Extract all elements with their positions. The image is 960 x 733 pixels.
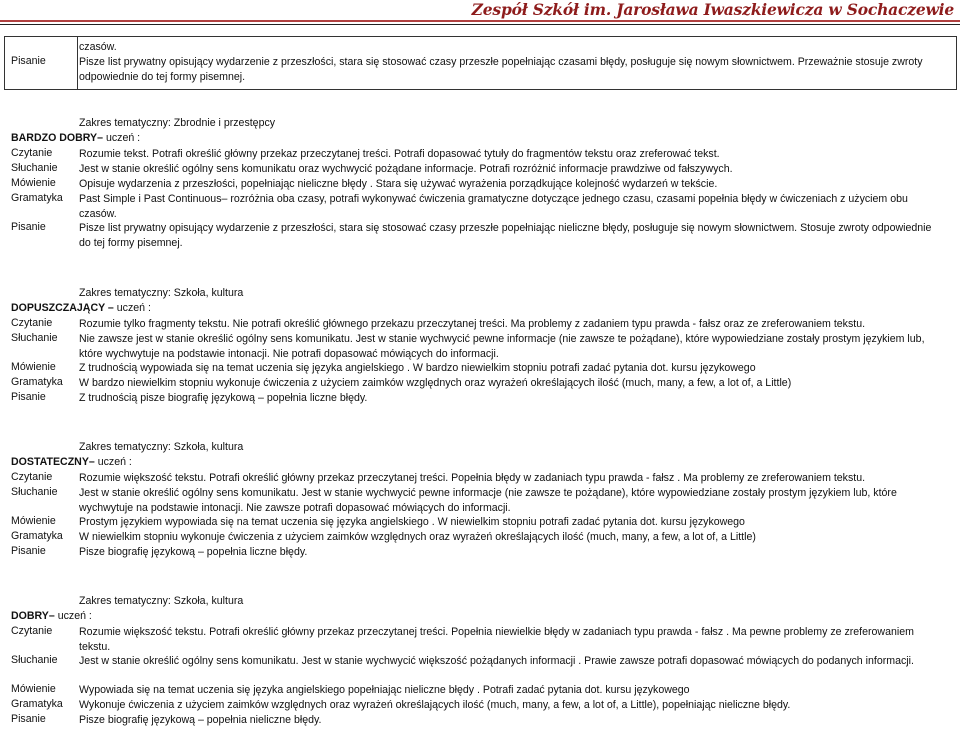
- skill-row-mowienie: Mówienie Opisuje wydarzenia z przeszłości, popełniając nieliczne błędy . Stara się używać wyrażenia porządkujące kolejność wydarzeń w tekście.: [11, 177, 718, 190]
- skill-row-sluchanie: Słuchanie Jest w stanie określić ogólny sens komunikatu. Jest w stanie wychwycić większość pożądanych informacji . Prawie zawsze potrafi dopasować mówiących do podanych informacji.: [11, 654, 914, 667]
- skill-row-czytanie: Czytanie Rozumie tekst. Potrafi określić główny przekaz przeczytanej treści. Potrafi dopasować tytuły do fragmentów tekstu oraz zreferować tekst.: [11, 147, 720, 160]
- grade-level-heading: DOSTATECZNY– uczeń :: [11, 456, 132, 468]
- skill-row-pisanie: Pisanie Pisze biografię językową – popełnia nieliczne błędy.: [11, 713, 322, 726]
- topic-heading: Zakres tematyczny: Szkoła, kultura: [79, 595, 244, 607]
- section-dopuszczajacy: [0, 287, 960, 406]
- skill-row-sluchanie: Słuchanie Jest w stanie określić ogólny sens komunikatu oraz wychwycić pożądane informacje. Potrafi rozróżnić informacje prawdziwe od fałszywych.: [11, 162, 733, 175]
- skill-row-mowienie: Mówienie Wypowiada się na temat uczenia się języka angielskiego popełniając nieliczne błędy . Potrafi zadać pytania dot. kursu językowego: [11, 683, 690, 696]
- topic-heading: Zakres tematyczny: Szkoła, kultura: [79, 441, 244, 453]
- skill-row-mowienie: Mówienie Prostym językiem wypowiada się na temat uczenia się języka angielskiego . W niewielkim stopniu potrafi zadać pytania dot. kursu językowego: [11, 515, 745, 528]
- skill-row-gramatyka: Gramatyka Past Simple i Past Continuous– rozróżnia oba czasy, potrafi wykonywać ćwiczenia gramatyczne dotyczące jednego czasu, czasami popełnia błędy w ćwiczeniach z użyciem obu czasów.: [11, 192, 908, 220]
- skill-row-mowienie: Mówienie Z trudnością wypowiada się na temat uczenia się języka angielskiego . W bardzo niewielkim stopniu potrafi zadać pytania dot. kursu językowego: [11, 361, 756, 374]
- skill-row-sluchanie: Słuchanie Nie zawsze jest w stanie określić ogólny sens komunikatu. Jest w stanie wychwycić pewne informacje (nie zawsze te pożądane), które wypowiedziane zostały prostym językiem lub, które wychwytuje na podstawie intonacji. Nie potrafi dopasować mówiących do informacji.: [11, 332, 925, 360]
- skill-row-sluchanie: Słuchanie Jest w stanie określić ogólny sens komunikatu. Jest w stanie wychwycić pewne informacje (nie zawsze te pożądane), które wypowiedziane zostały prostym językiem lub, które wychwytuje na podstawie intonacji. Nie zawsze potrafi dopasować mówiących do informacji.: [11, 486, 897, 514]
- top-fragment: [0, 40, 960, 84]
- grade-level-heading: DOPUSZCZAJĄCY – uczeń :: [11, 302, 151, 314]
- continuation-text: czasów.: [79, 41, 117, 53]
- section-dobry: [0, 595, 960, 728]
- section-dostateczny: [0, 441, 960, 560]
- header-rule-thin: [0, 24, 960, 25]
- skill-row: [0, 55, 960, 84]
- skill-row-pisanie: Pisanie Z trudnością pisze biografię językową – popełnia liczne błędy.: [11, 391, 368, 404]
- continuation-row: [0, 40, 960, 55]
- skill-row-czytanie: Czytanie Rozumie tylko fragmenty tekstu. Nie potrafi określić głównego przekazu przeczytanej treści. Ma problemy z zadaniem typu prawda - fałsz oraz ze zreferowaniem tekstu.: [11, 317, 866, 330]
- skill-row-czytanie: Czytanie Rozumie większość tekstu. Potrafi określić główny przekaz przeczytanej treści. Popełnia błędy w zadaniach typu prawda - fałsz . Ma problemy ze zreferowaniem tekstu.: [11, 471, 866, 484]
- section-bardzo-dobry: [0, 117, 960, 250]
- skill-row-gramatyka: Gramatyka Wykonuje ćwiczenia z użyciem zaimków względnych oraz wyrażeń określających ilość (much, many, a few, a lot of, a Little), popełniając nieliczne błędy.: [11, 698, 791, 711]
- skill-row-gramatyka: Gramatyka W bardzo niewielkim stopniu wykonuje ćwiczenia z użyciem zaimków względnych oraz wyrażeń określających ilość (much, many, a few, a lot of, a Little): [11, 376, 792, 389]
- skill-label: Pisanie: [11, 55, 46, 67]
- skill-row-czytanie: Czytanie Rozumie większość tekstu. Potrafi określić główny przekaz przeczytanej treści. Popełnia niewielkie błędy w zadaniach typu prawda - fałsz . Ma pewne problemy ze zreferowaniem tekstu.: [11, 625, 914, 653]
- skill-row-gramatyka: Gramatyka W niewielkim stopniu wykonuje ćwiczenia z użyciem zaimków względnych oraz wyrażeń określających ilość (much, many, a few, a lot of, a Little): [11, 530, 756, 543]
- header-rule: [0, 20, 960, 22]
- skill-row-pisanie: Pisanie Pisze biografię językową – popełnia liczne błędy.: [11, 545, 308, 558]
- topic-heading: Zakres tematyczny: Zbrodnie i przestępcy: [79, 117, 276, 129]
- page-header-title: Zespół Szkół im. Jarosława Iwaszkiewicza w Sochaczewie: [471, 0, 954, 19]
- grade-level-heading: DOBRY– uczeń :: [11, 610, 92, 622]
- grade-level-heading: BARDZO DOBRY– uczeń :: [11, 132, 141, 144]
- skill-row-pisanie: Pisanie Pisze list prywatny opisujący wydarzenie z przeszłości, stara się stosować czasy przeszłe popełniając nieliczne błędy, posługuje się nowym słownictwem. Stosuje zwroty odpowiednie do tej formy pisemnej.: [11, 221, 932, 249]
- skill-description: Pisze list prywatny opisujący wydarzenie z przeszłości, stara się stosować czasy przeszłe popełniając czasami błędy, posługuje się nowym słownictwem. Przeważnie stosuje zwroty odpowiednie do tej formy pisemnej.: [79, 56, 923, 83]
- topic-heading: Zakres tematyczny: Szkoła, kultura: [79, 287, 244, 299]
